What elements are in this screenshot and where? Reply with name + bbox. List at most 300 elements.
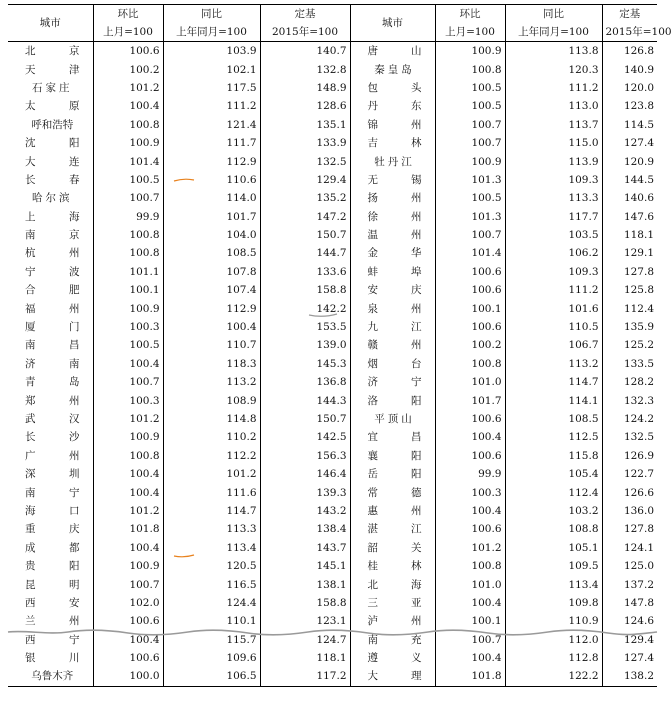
cell-city-right [350,60,435,78]
cell-base-right: 124.2 [602,410,657,428]
cell-base-right: 126.6 [602,483,657,501]
cell-base-right: 140.9 [602,60,657,78]
cell-city-right [350,483,435,501]
cell-mom-left: 100.8 [93,447,163,465]
cell-mom-right: 101.8 [435,667,505,686]
cell-mom-right: 101.3 [435,171,505,189]
city-name: 乌鲁木齐 [31,670,74,683]
cell-base-left: 138.4 [260,520,350,538]
cell-mom-right: 100.8 [435,60,505,78]
table-row [8,667,657,686]
cell-yoy-left: 117.5 [163,79,260,97]
city-name: 贵 阳 [25,560,80,573]
cell-city-right [350,134,435,152]
header-yoy-left: 同比 [163,5,260,24]
price-index-table-container [8,4,672,687]
cell-base-left: 158.8 [260,594,350,612]
cell-city-right [350,373,435,391]
table-row [8,79,657,97]
cell-yoy-left: 107.8 [163,263,260,281]
cell-base-right: 137.2 [602,575,657,593]
cell-base-left: 128.6 [260,97,350,115]
cell-mom-right: 100.9 [435,42,505,61]
cell-city-left [8,520,93,538]
cell-base-left: 139.3 [260,483,350,501]
cell-city-right [350,612,435,630]
cell-yoy-right: 114.1 [505,391,602,409]
cell-base-right: 118.1 [602,226,657,244]
cell-city-right [350,318,435,336]
city-name: 宜 昌 [367,431,422,444]
table-row [8,520,657,538]
cell-city-left [8,502,93,520]
cell-yoy-left: 110.7 [163,336,260,354]
table-row [8,226,657,244]
cell-yoy-right: 113.7 [505,116,602,134]
cell-mom-right: 100.8 [435,355,505,373]
cell-base-right: 138.2 [602,667,657,686]
table-row [8,373,657,391]
cell-base-left: 153.5 [260,318,350,336]
cell-yoy-right: 115.0 [505,134,602,152]
cell-base-right: 127.4 [602,649,657,667]
cell-city-right [350,391,435,409]
header-city-left: 城市 [8,5,93,42]
cell-mom-left: 100.7 [93,189,163,207]
cell-city-right [350,208,435,226]
cell-mom-left: 100.8 [93,226,163,244]
cell-base-left: 158.8 [260,281,350,299]
table-row [8,299,657,317]
cell-city-right [350,465,435,483]
cell-base-left: 123.1 [260,612,350,630]
header-base-sub-right: 2015年=100 [602,23,657,42]
city-name: 南 昌 [25,339,80,352]
cell-yoy-right: 113.9 [505,152,602,170]
cell-city-right [350,557,435,575]
city-name: 厦 门 [25,321,80,334]
header-base-right: 定基 [602,5,657,24]
table-row [8,557,657,575]
cell-mom-right: 101.3 [435,208,505,226]
cell-base-left: 139.0 [260,336,350,354]
city-name: 郑 州 [25,394,80,407]
cell-base-right: 122.7 [602,465,657,483]
city-name: 海 口 [25,504,80,517]
cell-mom-left: 100.1 [93,281,163,299]
cell-yoy-right: 113.0 [505,97,602,115]
city-name: 韶 关 [367,541,422,554]
cell-mom-right: 100.6 [435,447,505,465]
cell-mom-left: 100.8 [93,116,163,134]
cell-base-right: 128.2 [602,373,657,391]
cell-city-right [350,539,435,557]
cell-city-left [8,410,93,428]
city-name: 银 川 [25,652,80,665]
cell-city-left [8,281,93,299]
cell-mom-left: 100.3 [93,318,163,336]
cell-yoy-right: 111.2 [505,281,602,299]
cell-yoy-right: 103.5 [505,226,602,244]
cell-city-left [8,355,93,373]
cell-yoy-left: 115.7 [163,631,260,649]
cell-city-left [8,391,93,409]
city-name: 遵 义 [367,652,422,665]
cell-city-left [8,465,93,483]
cell-yoy-left: 108.5 [163,244,260,262]
city-name: 沈 阳 [25,137,80,150]
cell-mom-right: 101.0 [435,373,505,391]
cell-base-right: 144.5 [602,171,657,189]
cell-base-left: 144.3 [260,391,350,409]
cell-mom-left: 100.4 [93,539,163,557]
city-name: 包 头 [367,81,422,94]
cell-yoy-left: 101.2 [163,465,260,483]
cell-mom-right: 100.4 [435,649,505,667]
table-row [8,208,657,226]
price-index-table [8,4,672,687]
cell-city-right [350,649,435,667]
city-name: 温 州 [367,229,422,242]
cell-yoy-right: 113.8 [505,42,602,61]
header-base-sub-left: 2015年=100 [260,23,350,42]
cell-mom-left: 100.6 [93,649,163,667]
cell-city-right [350,502,435,520]
table-row [8,428,657,446]
city-name: 太 原 [25,100,80,113]
cell-city-left [8,299,93,317]
table-row [8,355,657,373]
cell-city-left [8,447,93,465]
cell-mom-right: 100.3 [435,483,505,501]
cell-base-right: 133.5 [602,355,657,373]
cell-mom-right: 101.4 [435,244,505,262]
cell-city-left [8,97,93,115]
cell-base-left: 143.7 [260,539,350,557]
cell-base-left: 148.9 [260,79,350,97]
cell-yoy-left: 118.3 [163,355,260,373]
city-name: 大 理 [367,670,422,683]
header-mom-sub-left: 上月=100 [93,23,163,42]
cell-base-right: 127.4 [602,134,657,152]
cell-yoy-right: 115.8 [505,447,602,465]
cell-mom-right: 100.6 [435,520,505,538]
cell-base-right: 129.4 [602,631,657,649]
header-row-sub [8,23,657,42]
cell-base-left: 133.9 [260,134,350,152]
cell-city-right [350,244,435,262]
cell-yoy-left: 103.9 [163,42,260,61]
city-name: 上 海 [25,210,80,223]
cell-city-left [8,171,93,189]
cell-base-left: 147.2 [260,208,350,226]
cell-yoy-right: 110.5 [505,318,602,336]
header-mom-left: 环比 [93,5,163,24]
city-name: 烟 台 [367,357,422,370]
table-row [8,134,657,152]
cell-base-left: 118.1 [260,649,350,667]
cell-mom-right: 100.6 [435,281,505,299]
cell-city-left [8,667,93,686]
cell-yoy-right: 120.3 [505,60,602,78]
city-name: 九 江 [367,321,422,334]
cell-yoy-right: 109.8 [505,594,602,612]
cell-city-right [350,42,435,61]
cell-yoy-right: 113.3 [505,189,602,207]
cell-city-left [8,152,93,170]
city-name: 湛 江 [367,523,422,536]
header-yoy-sub-left: 上年同月=100 [163,23,260,42]
city-name: 济 南 [25,357,80,370]
cell-base-left: 150.7 [260,226,350,244]
cell-city-right [350,336,435,354]
cell-mom-left: 100.7 [93,373,163,391]
city-name: 西 宁 [25,633,80,646]
cell-city-left [8,557,93,575]
cell-mom-left: 100.8 [93,244,163,262]
cell-yoy-right: 106.2 [505,244,602,262]
cell-city-left [8,428,93,446]
cell-yoy-right: 109.3 [505,263,602,281]
cell-yoy-left: 109.6 [163,649,260,667]
cell-yoy-left: 102.1 [163,60,260,78]
cell-base-left: 150.7 [260,410,350,428]
city-name: 哈尔滨 [32,192,73,205]
cell-mom-left: 101.2 [93,502,163,520]
cell-mom-right: 100.1 [435,612,505,630]
cell-yoy-right: 108.8 [505,520,602,538]
table-row [8,244,657,262]
cell-mom-left: 100.9 [93,134,163,152]
cell-mom-left: 100.3 [93,391,163,409]
cell-city-right [350,299,435,317]
cell-mom-right: 100.7 [435,226,505,244]
cell-mom-left: 100.4 [93,355,163,373]
cell-yoy-right: 112.4 [505,483,602,501]
city-name: 唐 山 [367,45,422,58]
cell-base-right: 120.0 [602,79,657,97]
city-name: 杭 州 [25,247,80,260]
cell-mom-left: 100.0 [93,667,163,686]
cell-mom-right: 100.6 [435,410,505,428]
cell-city-left [8,483,93,501]
cell-city-right [350,355,435,373]
cell-mom-right: 101.2 [435,539,505,557]
cell-base-right: 129.1 [602,244,657,262]
cell-yoy-left: 104.0 [163,226,260,244]
table-row [8,410,657,428]
cell-base-right: 123.8 [602,97,657,115]
cell-yoy-right: 112.5 [505,428,602,446]
city-name: 徐 州 [367,210,422,223]
table-row [8,116,657,134]
cell-base-right: 132.5 [602,428,657,446]
city-name: 扬 州 [367,192,422,205]
cell-city-left [8,594,93,612]
cell-yoy-left: 114.8 [163,410,260,428]
city-name: 深 圳 [25,468,80,481]
cell-mom-left: 99.9 [93,208,163,226]
cell-base-left: 136.8 [260,373,350,391]
cell-yoy-left: 112.9 [163,299,260,317]
cell-mom-right: 100.4 [435,428,505,446]
cell-city-left [8,208,93,226]
cell-yoy-right: 108.5 [505,410,602,428]
cell-city-right [350,79,435,97]
cell-mom-right: 100.4 [435,594,505,612]
table-row [8,631,657,649]
cell-yoy-right: 112.0 [505,631,602,649]
cell-city-right [350,189,435,207]
table-row [8,502,657,520]
cell-yoy-left: 106.5 [163,667,260,686]
city-name: 成 都 [25,541,80,554]
cell-mom-left: 100.4 [93,465,163,483]
city-name: 北 京 [25,45,80,58]
cell-yoy-right: 111.2 [505,79,602,97]
city-name: 青 岛 [25,376,80,389]
cell-base-left: 132.5 [260,152,350,170]
cell-base-left: 133.6 [260,263,350,281]
cell-mom-right: 101.7 [435,391,505,409]
cell-mom-right: 100.2 [435,336,505,354]
city-name: 长 沙 [25,431,80,444]
cell-mom-left: 101.4 [93,152,163,170]
cell-mom-left: 100.4 [93,97,163,115]
cell-city-left [8,244,93,262]
cell-base-left: 135.1 [260,116,350,134]
cell-city-left [8,373,93,391]
table-row [8,336,657,354]
header-row-top [8,5,657,24]
cell-yoy-left: 113.4 [163,539,260,557]
cell-base-right: 147.6 [602,208,657,226]
cell-base-left: 117.2 [260,667,350,686]
cell-mom-left: 100.6 [93,42,163,61]
cell-city-right [350,631,435,649]
table-row [8,97,657,115]
table-row [8,391,657,409]
cell-yoy-left: 121.4 [163,116,260,134]
cell-city-left [8,575,93,593]
cell-yoy-right: 109.5 [505,557,602,575]
table-row [8,318,657,336]
cell-city-left [8,226,93,244]
table-row [8,189,657,207]
cell-city-left [8,116,93,134]
cell-base-right: 126.8 [602,42,657,61]
cell-city-right [350,410,435,428]
city-name: 长 春 [25,173,80,186]
table-row [8,42,657,61]
cell-base-right: 136.0 [602,502,657,520]
city-name: 吉 林 [367,137,422,150]
city-name: 襄 阳 [367,449,422,462]
cell-base-left: 145.1 [260,557,350,575]
cell-base-right: 124.1 [602,539,657,557]
city-name: 三 亚 [367,596,422,609]
cell-city-left [8,134,93,152]
city-name: 宁 波 [25,265,80,278]
table-row [8,171,657,189]
table-row [8,539,657,557]
cell-mom-left: 100.5 [93,336,163,354]
cell-yoy-left: 101.7 [163,208,260,226]
city-name: 洛 阳 [367,394,422,407]
cell-city-right [350,447,435,465]
cell-base-left: 140.7 [260,42,350,61]
cell-yoy-right: 112.8 [505,649,602,667]
cell-yoy-right: 106.7 [505,336,602,354]
cell-base-right: 124.6 [602,612,657,630]
cell-city-left [8,189,93,207]
cell-mom-left: 100.4 [93,483,163,501]
cell-city-left [8,318,93,336]
cell-base-right: 127.8 [602,520,657,538]
city-name: 呼和浩特 [31,118,74,131]
cell-city-left [8,539,93,557]
city-name: 南 宁 [25,486,80,499]
table-row [8,612,657,630]
city-name: 大 连 [25,155,80,168]
cell-yoy-left: 110.2 [163,428,260,446]
city-name: 兰 州 [25,615,80,628]
cell-base-right: 112.4 [602,299,657,317]
cell-mom-right: 100.5 [435,79,505,97]
cell-city-right [350,281,435,299]
table-row [8,483,657,501]
cell-yoy-left: 120.5 [163,557,260,575]
cell-mom-right: 100.6 [435,318,505,336]
cell-base-right: 127.8 [602,263,657,281]
cell-base-right: 125.0 [602,557,657,575]
cell-city-left [8,336,93,354]
city-name: 南 充 [367,633,422,646]
header-yoy-sub-right: 上年同月=100 [505,23,602,42]
cell-base-right: 114.5 [602,116,657,134]
city-name: 金 华 [367,247,422,260]
city-name: 平顶山 [374,413,415,425]
cell-base-right: 120.9 [602,152,657,170]
cell-mom-left: 102.0 [93,594,163,612]
cell-city-left [8,263,93,281]
city-name: 无 锡 [367,173,422,186]
cell-city-right [350,594,435,612]
cell-base-left: 138.1 [260,575,350,593]
cell-city-left [8,60,93,78]
header-mom-right: 环比 [435,5,505,24]
cell-city-right [350,575,435,593]
cell-yoy-left: 116.5 [163,575,260,593]
cell-yoy-right: 101.6 [505,299,602,317]
cell-base-left: 143.2 [260,502,350,520]
cell-yoy-right: 113.4 [505,575,602,593]
cell-yoy-right: 105.4 [505,465,602,483]
city-name: 桂 林 [367,560,422,573]
city-name: 秦皇岛 [374,63,415,76]
cell-city-right [350,520,435,538]
cell-base-left: 144.7 [260,244,350,262]
table-row [8,263,657,281]
cell-mom-left: 100.9 [93,299,163,317]
cell-yoy-left: 112.2 [163,447,260,465]
city-name: 岳 阳 [367,468,422,481]
cell-yoy-right: 109.3 [505,171,602,189]
cell-mom-left: 101.2 [93,410,163,428]
city-name: 丹 东 [367,100,422,113]
city-name: 重 庆 [25,523,80,536]
city-name: 惠 州 [367,504,422,517]
